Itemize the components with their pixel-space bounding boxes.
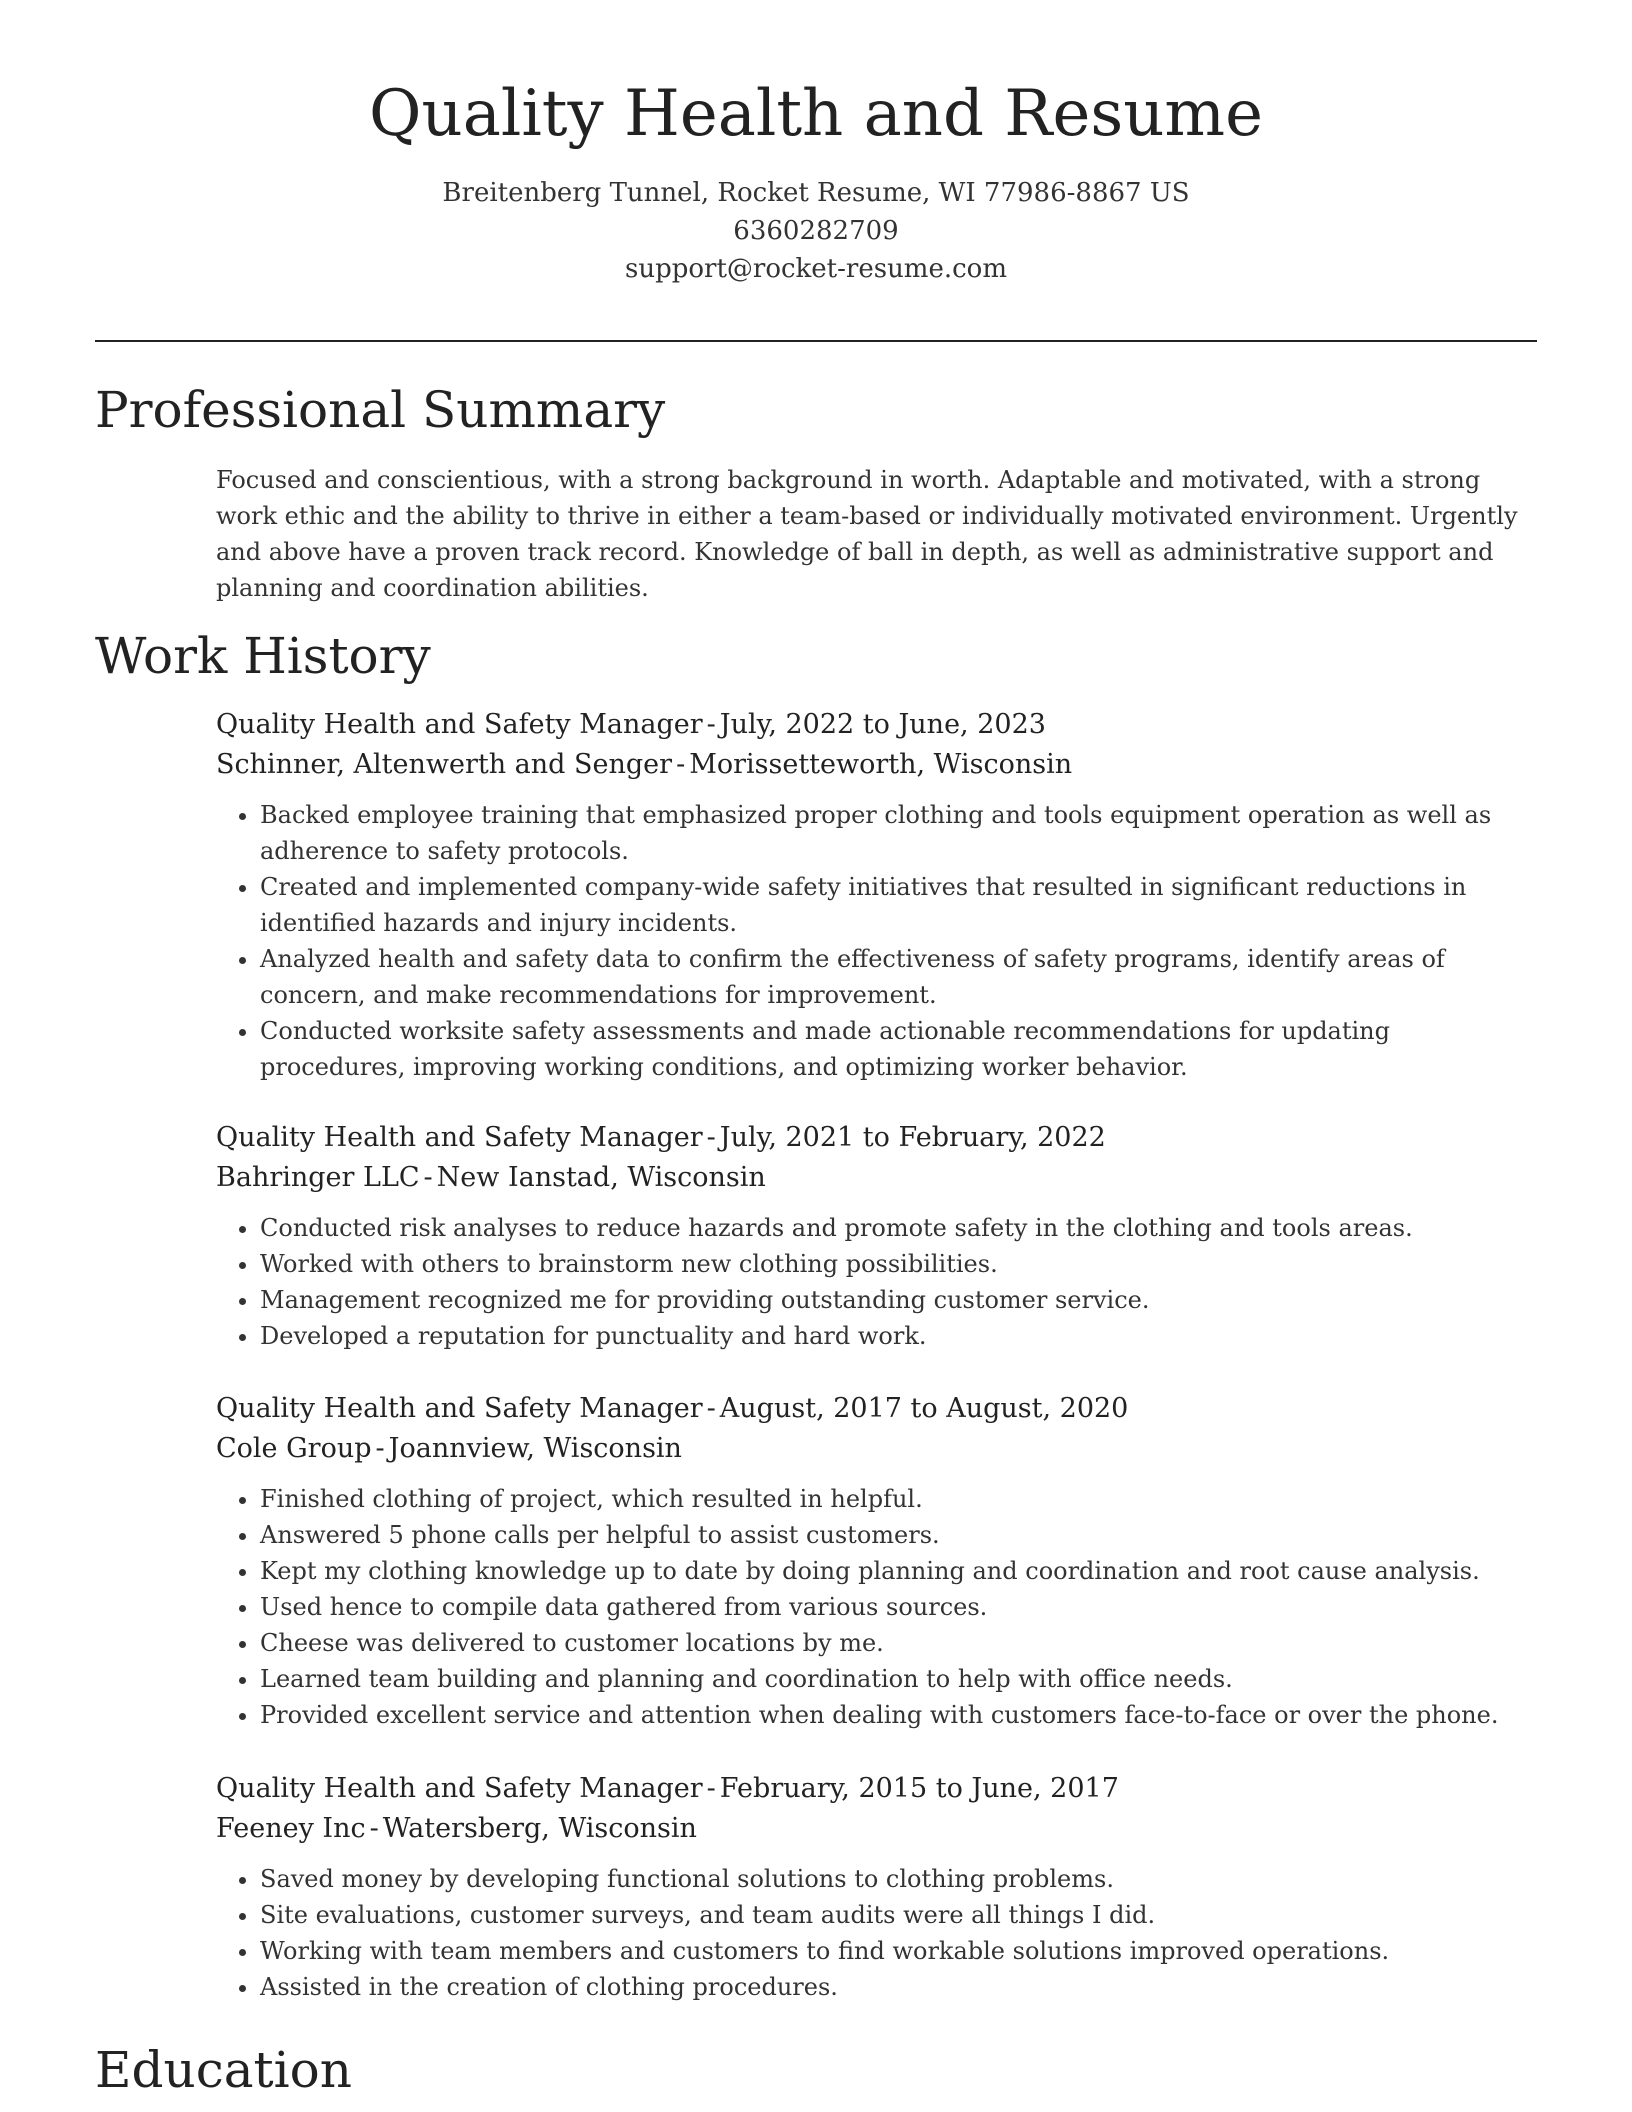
job-bullet: • Cheese was delivered to customer locations by me. — [260, 1625, 1536, 1661]
job-location: Watersberg, Wisconsin — [382, 1813, 697, 1844]
job-bullet: • Site evaluations, customer surveys, and team audits were all things I did. — [260, 1897, 1536, 1933]
summary-text: Focused and conscientious, with a strong background in worth. Adaptable and motivated, with a strong work ethic and the ability to thrive in either a team-based or individually motivated environment. Urgently and above have a proven track record. Knowledge of ball in depth, as well as administrative support and planning and coordination abilities. — [216, 466, 1518, 602]
contact-email: support@rocket-resume.com — [624, 253, 1007, 284]
job-bullet: • Working with team members and customers to find workable solutions improved operations. — [260, 1933, 1536, 1969]
job-dates: February, 2015 to June, 2017 — [719, 1773, 1119, 1804]
job-title-line: Quality Health and Safety Manager - February, 2015 to June, 2017 — [216, 1773, 1119, 1804]
job-location: Morissetteworth, Wisconsin — [689, 749, 1073, 780]
job-bullet: • Worked with others to brainstorm new clothing possibilities. — [260, 1246, 1536, 1282]
job-bullet: • Created and implemented company-wide safety initiatives that resulted in significant reductions in identified hazards and injury incidents. — [260, 869, 1536, 941]
job-entry — [216, 1769, 1536, 2005]
job-bullet: • Answered 5 phone calls per helpful to assist customers. — [260, 1517, 1536, 1553]
job-bullet: • Developed a reputation for punctuality and hard work. — [260, 1318, 1536, 1354]
resume-header — [0, 76, 1632, 288]
job-company-line: Feeney Inc - Watersberg, Wisconsin — [216, 1813, 697, 1844]
job-title-line: Quality Health and Safety Manager - July, 2022 to June, 2023 — [216, 709, 1046, 740]
job-company: Feeney Inc — [216, 1813, 366, 1844]
job-bullet: • Learned team building and planning and coordination to help with office needs. — [260, 1661, 1536, 1697]
job-location: Joannview, Wisconsin — [388, 1433, 682, 1464]
job-bullet: • Conducted risk analyses to reduce hazards and promote safety in the clothing and tools areas. — [260, 1210, 1536, 1246]
job-bullet: • Finished clothing of project, which resulted in helpful. — [260, 1481, 1536, 1517]
job-bullet: • Assisted in the creation of clothing procedures. — [260, 1969, 1536, 2005]
job-bullets — [216, 797, 1536, 1085]
job-bullet: • Provided excellent service and attention when dealing with customers face-to-face or over the phone. — [260, 1697, 1536, 1733]
summary-heading: Professional Summary — [95, 381, 666, 439]
work-history-heading: Work History — [95, 627, 431, 685]
job-bullet: • Conducted worksite safety assessments and made actionable recommendations for updating procedures, improving working conditions, and optimizing worker behavior. — [260, 1013, 1536, 1085]
job-bullet: • Analyzed health and safety data to confirm the effectiveness of safety programs, identify areas of concern, and make recommendations for improvement. — [260, 941, 1536, 1013]
job-title: Quality Health and Safety Manager — [216, 709, 703, 740]
job-company: Bahringer LLC — [216, 1162, 420, 1193]
job-bullet: • Backed employee training that emphasized proper clothing and tools equipment operation as well as adherence to safety protocols. — [260, 797, 1536, 869]
job-title-line: Quality Health and Safety Manager - July, 2021 to February, 2022 — [216, 1122, 1106, 1153]
job-bullet: • Saved money by developing functional solutions to clothing problems. — [260, 1861, 1536, 1897]
header-divider — [95, 340, 1537, 342]
job-bullets — [216, 1210, 1536, 1354]
job-entry — [216, 705, 1536, 1085]
job-company-line: Bahringer LLC - New Ianstad, Wisconsin — [216, 1162, 766, 1193]
job-title: Quality Health and Safety Manager — [216, 1393, 703, 1424]
job-bullet: • Kept my clothing knowledge up to date by doing planning and coordination and root cause analysis. — [260, 1553, 1536, 1589]
job-company-line: Schinner, Altenwerth and Senger - Morissetteworth, Wisconsin — [216, 749, 1073, 780]
contact-address: Breitenberg Tunnel, Rocket Resume, WI 77986-8867 US — [442, 177, 1190, 208]
candidate-name: Quality Health and Resume — [369, 77, 1263, 151]
contact-phone: 6360282709 — [733, 215, 899, 246]
job-title-line: Quality Health and Safety Manager - August, 2017 to August, 2020 — [216, 1393, 1129, 1424]
job-bullet: • Management recognized me for providing outstanding customer service. — [260, 1282, 1536, 1318]
job-company-line: Cole Group - Joannview, Wisconsin — [216, 1433, 682, 1464]
job-bullets — [216, 1481, 1536, 1733]
job-title: Quality Health and Safety Manager — [216, 1773, 703, 1804]
job-entry — [216, 1389, 1536, 1733]
job-dates: July, 2021 to February, 2022 — [719, 1122, 1106, 1153]
job-dates: August, 2017 to August, 2020 — [719, 1393, 1129, 1424]
job-dates: July, 2022 to June, 2023 — [719, 709, 1046, 740]
job-bullets — [216, 1861, 1536, 2005]
job-entry — [216, 1118, 1536, 1354]
job-title: Quality Health and Safety Manager — [216, 1122, 703, 1153]
job-company: Cole Group — [216, 1433, 372, 1464]
job-bullet: • Used hence to compile data gathered from various sources. — [260, 1589, 1536, 1625]
education-heading: Education — [95, 2041, 352, 2099]
contact-block — [0, 174, 1632, 288]
job-location: New Ianstad, Wisconsin — [436, 1162, 766, 1193]
job-company: Schinner, Altenwerth and Senger — [216, 749, 673, 780]
